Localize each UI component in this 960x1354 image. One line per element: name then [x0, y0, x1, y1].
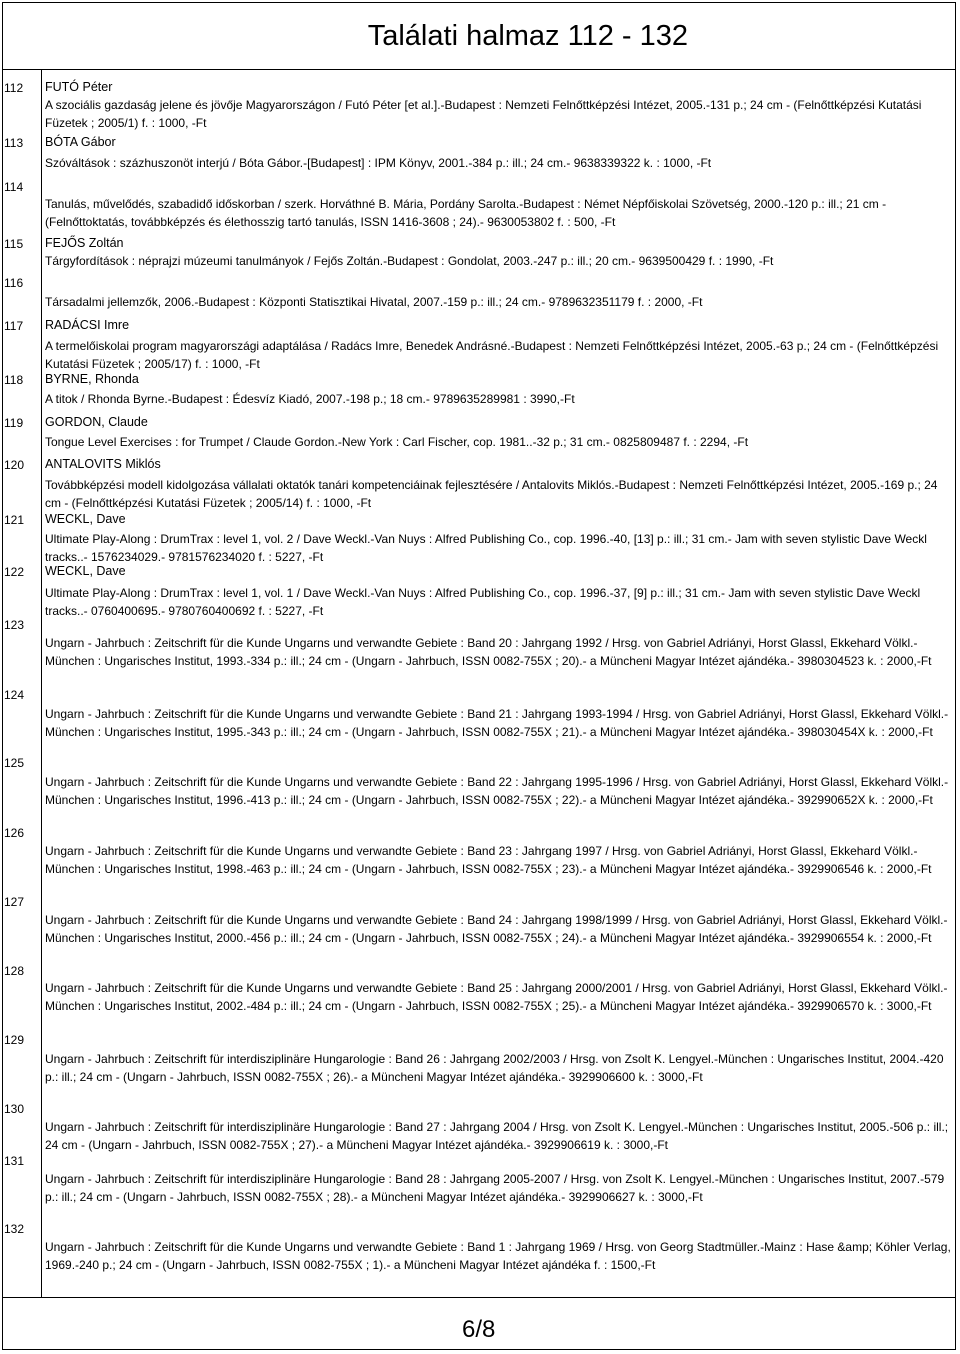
entry-body: Ungarn - Jahrbuch : Zeitschrift für die Kunde Ungarns und verwandte Gebiete : Band 24 : Jahrgang 1998/1999 / Hrsg. von Gabriel Adriányi, Horst Glassl, Ekkehard Völkl.-München : Ungarisches Institut, 2000.-456 p.: ill.; 24 cm - (Ungarn - Jahrbuch, ISSN 0082-755X ; 24).- a Müncheni Magyar Intézet ajándéka.- 3929906554 k. : 2000,-Ft [45, 913, 948, 945]
entry-number: 122 [4, 565, 25, 579]
entry-number: 112 [4, 81, 24, 95]
entry-number: 127 [4, 895, 25, 909]
entry-body: Ungarn - Jahrbuch : Zeitschrift für die Kunde Ungarns und verwandte Gebiete : Band 22 : Jahrgang 1995-1996 / Hrsg. von Gabriel Adriányi, Horst Glassl, Ekkehard Völkl.-München : Ungarisches Institut, 1996.-413 p.: ill.; 24 cm - (Ungarn - Jahrbuch, ISSN 0082-755X ; 22).- a Müncheni Magyar Intézet ajándéka.- 392990652X k. : 2000,-Ft [45, 775, 949, 807]
entry-body: Ungarn - Jahrbuch : Zeitschrift für interdisziplinäre Hungarologie : Band 27 : Jahrgang 2004 / Hrsg. von Zsolt K. Lengyel.-München : Ungarisches Institut, 2005.-506 p.: ill.; 24 cm - (Ungarn - Jahrbuch, ISSN 0082-755X ; 27).- a Müncheni Magyar Intézet ajándéka.- 3929906619 k. : 3000,-Ft [45, 1120, 949, 1152]
entry-number: 120 [4, 458, 25, 472]
entry-body: Ungarn - Jahrbuch : Zeitschrift für die Kunde Ungarns und verwandte Gebiete : Band 25 : Jahrgang 2000/2001 / Hrsg. von Gabriel Adriányi, Horst Glassl, Ekkehard Völkl.-München : Ungarisches Institut, 2002.-484 p.: ill.; 24 cm - (Ungarn - Jahrbuch, ISSN 0082-755X ; 25).- a Müncheni Magyar Intézet ajándéka.- 3929906570 k. : 3000,-Ft [45, 981, 948, 1013]
entry-number: 117 [4, 319, 24, 333]
entry-number: 123 [4, 618, 25, 632]
entry-body: Tongue Level Exercises : for Trumpet / Claude Gordon.-New York : Carl Fischer, cop. 1981..-32 p.; 31 cm.- 0825809487 f. : 2294, -Ft [45, 435, 749, 449]
entry-number: 124 [4, 688, 25, 702]
entry-number: 116 [4, 276, 24, 290]
entry-body: Ultimate Play-Along : DrumTrax : level 1, vol. 1 / Dave Weckl.-Van Nuys : Alfred Publishing Co., cop. 1996.-37, [9] p.: ill.; 31 cm.- Jam with seven stylistic Dave Weckl tracks..- 0760400695.- 9780760400692 f. : 5227, -Ft [45, 586, 921, 618]
column-divider [41, 70, 42, 1297]
entry-number: 130 [4, 1102, 25, 1116]
entry-body: Tanulás, művelődés, szabadidő időskorban / szerk. Horváthné B. Mária, Pordány Sarolta.-Budapest : Német Népfőiskolai Szövetség, 2000.-120 p.: ill.; 21 cm - (Felnőttoktatás, továbbképzés és élethosszig tartó tanulás, ISSN 1416-3608 ; 24).- 9630053802 f. : 500, -Ft [45, 197, 887, 229]
entry-body: A titok / Rhonda Byrne.-Budapest : Édesvíz Kiadó, 2007.-198 p.; 18 cm.- 9789635289981 : 3990,-Ft [45, 392, 575, 406]
entry-number: 121 [4, 513, 25, 527]
entry-heading: ANTALOVITS Miklós [45, 457, 161, 471]
entry-body: Ultimate Play-Along : DrumTrax : level 1, vol. 2 / Dave Weckl.-Van Nuys : Alfred Publishing Co., cop. 1996.-40, [13] p.: ill.; 31 cm.- Jam with seven stylistic Dave Weckl tracks..- 1576234029.- 9781576234020 f. : 5227, -Ft [45, 532, 927, 564]
entry-body: Ungarn - Jahrbuch : Zeitschrift für interdisziplinäre Hungarologie : Band 28 : Jahrgang 2005-2007 / Hrsg. von Zsolt K. Lengyel.-München : Ungarisches Institut, 2007.-579 p.: ill.; 24 cm - (Ungarn - Jahrbuch, ISSN 0082-755X ; 28).- a Müncheni Magyar Intézet ajándéka.- 3929906627 k. : 3000,-Ft [45, 1172, 945, 1204]
entry-body: Ungarn - Jahrbuch : Zeitschrift für interdisziplinäre Hungarologie : Band 26 : Jahrgang 2002/2003 / Hrsg. von Zsolt K. Lengyel.-München : Ungarisches Institut, 2004.-420 p.: ill.; 24 cm - (Ungarn - Jahrbuch, ISSN 0082-755X ; 26).- a Müncheni Magyar Intézet ajándéka.- 3929906600 k. : 3000,-Ft [45, 1052, 944, 1084]
entry-number: 125 [4, 756, 25, 770]
entry-heading: RADÁCSI Imre [45, 318, 130, 332]
entry-number: 131 [4, 1154, 25, 1168]
entry-body: Ungarn - Jahrbuch : Zeitschrift für die Kunde Ungarns und verwandte Gebiete : Band 21 : Jahrgang 1993-1994 / Hrsg. von Gabriel Adriányi, Horst Glassl, Ekkehard Völkl.-München : Ungarisches Institut, 1995.-343 p.: ill.; 24 cm - (Ungarn - Jahrbuch, ISSN 0082-755X ; 21).- a Müncheni Magyar Intézet ajándéka.- 398030454X k. : 2000,-Ft [45, 707, 949, 739]
entry-number: 119 [4, 416, 24, 430]
page-footer [2, 1297, 956, 1350]
entry-body: Szóváltások : százhuszonöt interjú / Bóta Gábor.-[Budapest] : IPM Könyv, 2001.-384 p.: ill.; 24 cm.- 9638339322 k. : 1000, -Ft [45, 156, 712, 170]
entry-number: 129 [4, 1033, 25, 1047]
entry-number: 115 [4, 237, 24, 251]
entry-number: 128 [4, 964, 25, 978]
entry-heading: FEJŐS Zoltán [45, 236, 124, 250]
entry-number: 118 [4, 373, 24, 387]
entry-heading: GORDON, Claude [45, 415, 148, 429]
title-box [2, 2, 956, 70]
entry-body: Ungarn - Jahrbuch : Zeitschrift für die Kunde Ungarns und verwandte Gebiete : Band 1 : Jahrgang 1969 / Hrsg. von Georg Stadtmüller.-Mainz : Hase &amp; Köhler Verlag, 1969.-240 p.; 24 cm - (Ungarn - Jahrbuch, ISSN 0082-755X ; 1).- a Müncheni Magyar Intézet ajándéka f. : 1500,-Ft [45, 1240, 951, 1272]
entry-heading: FUTÓ Péter [45, 80, 113, 94]
entry-body: A termelőiskolai program magyarországi adaptálása / Radács Imre, Benedek Andrásné.-Budapest : Nemzeti Felnőttképzési Intézet, 2005.-63 p.; 24 cm - (Felnőttképzési Kutatási Füzetek ; 2005/17) f. : 1000, -Ft [45, 339, 939, 371]
entry-body: Ungarn - Jahrbuch : Zeitschrift für die Kunde Ungarns und verwandte Gebiete : Band 23 : Jahrgang 1997 / Hrsg. von Gabriel Adriányi, Horst Glassl, Ekkehard Völkl.-München : Ungarisches Institut, 1998.-463 p.: ill.; 24 cm - (Ungarn - Jahrbuch, ISSN 0082-755X ; 23).- a Müncheni Magyar Intézet ajándéka.- 3929906546 k. : 2000,-Ft [45, 844, 932, 876]
entry-heading: WECKL, Dave [45, 512, 126, 526]
page-title: Találati halmaz 112 - 132 [367, 20, 688, 52]
entry-body: Ungarn - Jahrbuch : Zeitschrift für die Kunde Ungarns und verwandte Gebiete : Band 20 : Jahrgang 1992 / Hrsg. von Gabriel Adriányi, Horst Glassl, Ekkehard Völkl.-München : Ungarisches Institut, 1993.-334 p.: ill.; 24 cm - (Ungarn - Jahrbuch, ISSN 0082-755X ; 20).- a Müncheni Magyar Intézet ajándéka.- 3980304523 k. : 2000,-Ft [45, 636, 932, 668]
entry-body: Tárgyfordítások : néprajzi múzeumi tanulmányok / Fejős Zoltán.-Budapest : Gondolat, 2003.-247 p.: ill.; 20 cm.- 9639500429 f. : 1990, -Ft [45, 254, 774, 268]
entry-number: 126 [4, 826, 25, 840]
entry-number: 132 [4, 1222, 25, 1236]
entry-number: 114 [4, 180, 24, 194]
entry-heading: WECKL, Dave [45, 564, 126, 578]
entry-heading: BYRNE, Rhonda [45, 372, 139, 386]
entry-body: Továbbképzési modell kidolgozása vállalati oktatók tanári kompetenciáinak fejlesztésére / Antalovits Miklós.-Budapest : Nemzeti Felnőttképzési Intézet, 2005.-169 p.; 24 cm - (Felnőttképzési Kutatási Füzetek ; 2005/14) f. : 1000, -Ft [45, 478, 938, 510]
entry-body: Társadalmi jellemzők, 2006.-Budapest : Központi Statisztikai Hivatal, 2007.-159 p.: ill.; 24 cm.- 9789632351179 f. : 2000, -Ft [45, 295, 703, 309]
entry-heading: BÓTA Gábor [45, 135, 116, 149]
entry-number: 113 [4, 136, 24, 150]
entry-body: A szociális gazdaság jelene és jövője Magyarországon / Futó Péter [et al.].-Budapest : Nemzeti Felnőttképzési Intézet, 2005.-131 p.; 24 cm - (Felnőttképzési Kutatási Füzetek ; 2005/1) f. : 1000, -Ft [45, 98, 922, 130]
page-number: 6/8 [462, 1316, 496, 1343]
